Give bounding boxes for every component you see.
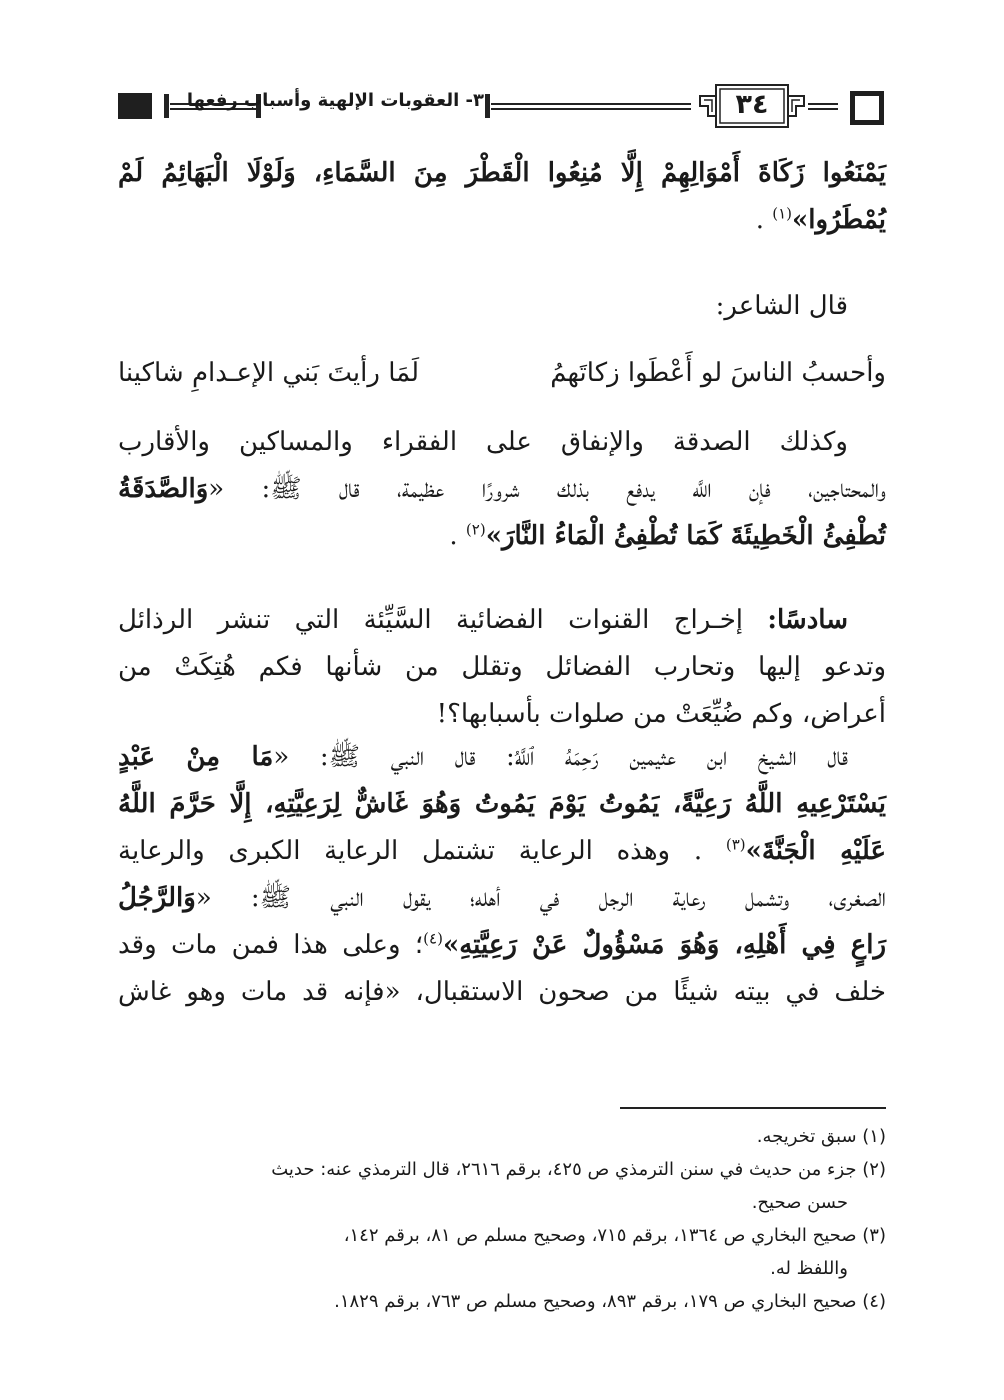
hadith-text: وَالرَّجُلُ <box>118 883 196 913</box>
footnote-2-continuation: حسن صحيح. <box>751 1192 848 1213</box>
poem-first-hemistich: وأحسبُ الناسَ لو أَعْطَوا زكاتَهمُ <box>550 358 886 388</box>
footnote-3-continuation: واللفظ له. <box>770 1258 848 1279</box>
poem-second-hemistich: لَمَا رأيتَ بَني الإعـدامِ شاكينا <box>118 358 420 388</box>
charity-paragraph <box>118 419 886 560</box>
header-double-rule <box>491 103 691 110</box>
footnote-3: (٣) صحيح البخاري ص ١٣٦٤، برقم ٧١٥، وصحيح مسلم ص ٨١، برقم ١٤٢، <box>343 1225 886 1246</box>
poem-verse <box>118 350 886 397</box>
running-header <box>112 82 886 132</box>
hadith-text: يُمْطَرُوا» <box>792 205 886 235</box>
text-segment: . وهذه الرعاية تشتمل الرعاية الكبرى والرعاية <box>118 836 726 866</box>
header-solid-square-ornament <box>118 93 152 119</box>
text-line <box>118 922 886 969</box>
header-outline-square-ornament <box>850 91 884 125</box>
hadith-text: تُطْفِئُ الْخَطِيئَةَ كَمَا تُطْفِئُ الْمَاءُ النَّارَ» <box>485 521 886 551</box>
header-double-rule <box>808 103 838 110</box>
text-line: أعراض، وكم ضُيِّعَتْ من صلوات بأسبابها؟! <box>436 699 886 729</box>
text-segment: ؛ وعلى هذا فمن مات وقد <box>118 930 424 960</box>
ibn-uthaymeen-paragraph <box>118 734 886 1016</box>
footnote-ref: (٤) <box>423 929 443 948</box>
footnote-2: (٢) جزء من حديث في سنن الترمذي ص ٤٢٥، برقم ٢٦١٦، قال الترمذي عنه: حديث <box>271 1159 886 1180</box>
text-line: يَسْتَرْعِيهِ اللَّهُ رَعِيَّةً، يَمُوتُ يَوْمَ يَمُوتُ وَهُوَ غَاشٌّ لِرَعِيَّتِهِ، إِلَّا حَرَّمَ اللَّهُ <box>118 789 886 819</box>
footnote-4: (٤) صحيح البخاري ص ١٧٩، برقم ٨٩٣، وصحيح مسلم ص ٧٦٣، برقم ١٨٢٩. <box>334 1291 886 1312</box>
footnotes <box>118 1120 886 1318</box>
text-line: خلف في بيته شيئًا من صحون الاستقبال، «فإنه قد مات وهو غاش <box>118 977 886 1007</box>
footnote-1: (١) سبق تخريجه. <box>756 1126 886 1147</box>
hadith-text: مَا مِنْ عَبْدٍ <box>118 742 274 772</box>
footnote-ref: (١) <box>772 204 793 223</box>
text-line: وكذلك الصدقة والإنفاق على الفقراء والمساكين والأقارب <box>118 427 848 457</box>
hadith-text: وَالصَّدَقَةُ <box>118 474 209 504</box>
text-line <box>118 734 886 781</box>
text-line <box>118 828 886 875</box>
text-line <box>118 875 886 922</box>
hadith-text: رَاعٍ فِي أَهْلِهِ، وَهُوَ مَسْؤُولٌ عَنْ رَعِيَّتِهِ» <box>442 930 887 960</box>
page-number: ٣٤ <box>735 89 769 120</box>
point-heading: سادسًا: <box>767 605 848 635</box>
header-bar-ornament <box>485 94 490 118</box>
text-line <box>118 197 886 244</box>
footnote-separator <box>620 1107 886 1109</box>
page-number-frame <box>696 82 808 130</box>
punctuation: . <box>755 205 773 235</box>
text-segment: والمحتاجين، فإن اللَّه يدفع بذلك شرورًا عظيمة، قال ﷺ: « <box>208 474 886 504</box>
text-line: يَمْنَعُوا زَكَاةَ أَمْوَالِهِمْ إِلَّا مُنِعُوا الْقَطْرَ مِنَ السَّمَاءِ، وَلَوْلَا الْبَهَائِمُ لَمْ <box>118 158 886 188</box>
header-bar-ornament <box>164 94 169 118</box>
poet-intro: قال الشاعر: <box>715 291 848 321</box>
text-segment: إخـراج القنوات الفضائية السَّيِّئة التي تنشر الرذائل <box>118 605 768 635</box>
hadith-text: عَلَيْهِ الْجَنَّةَ» <box>745 836 886 866</box>
text-segment: قال الشيخ ابن عثيمين رَحِمَهُ ٱللَّهُ: قال النبي ﷺ: « <box>273 742 848 772</box>
sixth-point-paragraph <box>118 597 886 738</box>
text-line: وتدعو إليها وتحارب الفضائل وتقلل من شأنها فكم هُتِكَتْ من <box>118 652 886 682</box>
footnote-ref: (٢) <box>465 520 486 539</box>
text-line <box>118 513 886 560</box>
footnote-ref: (٣) <box>725 835 746 854</box>
text-line <box>118 466 886 513</box>
chapter-title: ٣- العقوبات الإلهية وأسباب رفعها <box>186 90 484 111</box>
text-segment: الصغرى، وتشمل رعاية الرجل في أهله؛ يقول النبي ﷺ: « <box>195 883 886 913</box>
text-line <box>118 597 886 644</box>
punctuation: . <box>449 521 466 551</box>
hadith-continuation-paragraph <box>118 150 886 244</box>
